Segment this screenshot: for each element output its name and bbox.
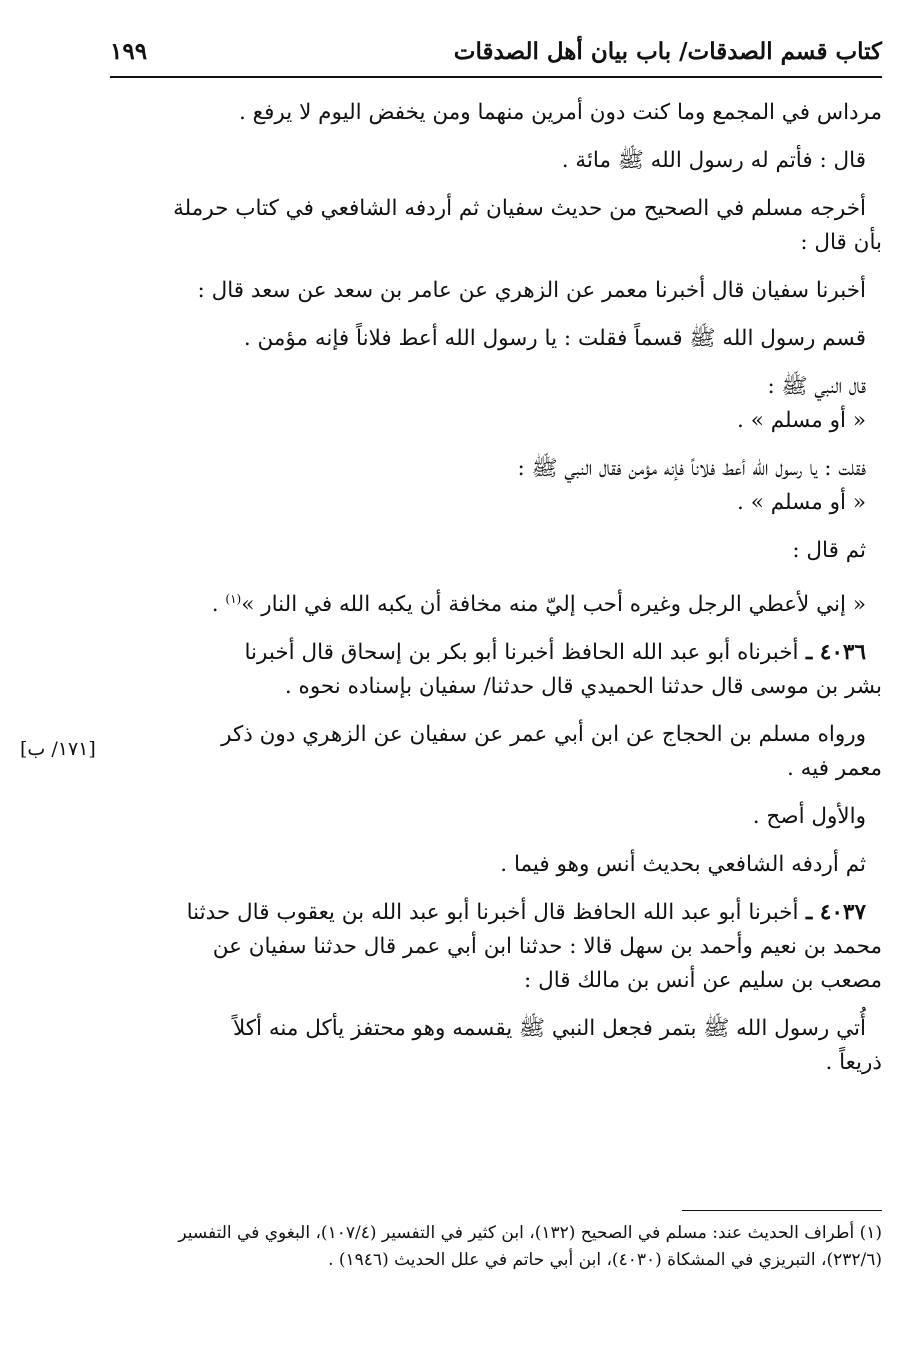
page-header [110, 34, 882, 78]
margin-folio-reference: [١٧١/ ب] [20, 738, 96, 760]
hadith-number: ٤٠٣٦ ـ [798, 640, 866, 666]
footnote-rule [682, 1210, 882, 1211]
text-line [110, 582, 882, 622]
quote-text: « إني لأعطي الرجل وغيره أحب إليّ منه مخافة أن يكبه الله في النار » [241, 592, 866, 618]
footnotes [110, 1220, 882, 1274]
header-rule [110, 76, 882, 78]
text-line: قال النبي ﷺ : [767, 374, 866, 399]
text-line: ثم أردفه الشافعي بحديث أنس وهو فيما . [500, 852, 866, 878]
text-line: أخرجه مسلم في الصحيح من حديث سفيان ثم أردفه الشافعي في كتاب حرملة [173, 196, 866, 221]
text-line: قسم رسول الله ﷺ قسماً فقلت : يا رسول الله أعط فلاناً فإنه مؤمن . [243, 326, 866, 351]
text-line: « أو مسلم » . [737, 490, 866, 515]
text-line: أخبرنا سفيان قال أخبرنا معمر عن الزهري عن عامر بن سعد عن سعد قال : [197, 278, 866, 303]
hadith-text: أخبرنا أبو عبد الله الحافظ قال أخبرنا أبو عبد الله بن يعقوب قال حدثنا [186, 900, 799, 926]
text-line: ذريعاً . [825, 1050, 882, 1076]
page-number: ١٩٩ [110, 38, 148, 65]
text-line: ورواه مسلم بن الحجاج عن ابن أبي عمر عن سفيان عن الزهري دون ذكر [221, 722, 866, 748]
quote-end: . [211, 592, 226, 618]
hadith-text: أخبرناه أبو عبد الله الحافظ أخبرنا أبو بكر بن إسحاق قال أخبرنا [244, 640, 799, 666]
text-line: ثم قال : [792, 538, 866, 563]
text-line: معمر فيه . [787, 756, 882, 782]
text-line: والأول أصح . [752, 804, 866, 830]
hadith-4036-line [110, 636, 882, 670]
text-line: مصعب بن سليم عن أنس بن مالك قال : [524, 968, 882, 994]
text-line: محمد بن نعيم وأحمد بن سهل قالا : حدثنا ابن أبي عمر قال حدثنا سفيان عن [212, 934, 882, 960]
hadith-number: ٤٠٣٧ ـ [798, 900, 866, 926]
text-line: قال : فأتم له رسول الله ﷺ مائة . [561, 148, 866, 173]
text-line: أُتي رسول الله ﷺ بتمر فجعل النبي ﷺ يقسمه وهو محتفز يأكل منه أكلاً [232, 1016, 866, 1042]
text-line: بشر بن موسى قال حدثنا الحميدي قال حدثنا/ سفيان بإسناده نحوه . [284, 674, 882, 700]
text-line: « أو مسلم » . [737, 408, 866, 433]
text-line: فقلت : يا رسول الله أعط فلاناً فإنه مؤمن فقال النبي ﷺ : [517, 456, 866, 481]
hadith-4037-line [110, 896, 882, 930]
page-body [110, 96, 882, 1080]
running-title: كتاب قسم الصدقات/ باب بيان أهل الصدقات [453, 38, 882, 65]
footnote-line: (٢٣٢/٦)، التبريزي في المشكاة (٤٠٣٠)، ابن أبي حاتم في علل الحديث (١٩٤٦) . [328, 1250, 882, 1270]
text-line: مرداس في المجمع وما كنت دون أمرين منهما ومن يخفض اليوم لا يرفع . [239, 100, 882, 125]
footnote-line: (١) أطراف الحديث عند: مسلم في الصحيح (١٣٢)، ابن كثير في التفسير (١٠٧/٤)، البغوي في التفسير [178, 1223, 882, 1243]
footnote-marker: (١) [225, 592, 242, 606]
text-line: بأن قال : [800, 230, 882, 255]
